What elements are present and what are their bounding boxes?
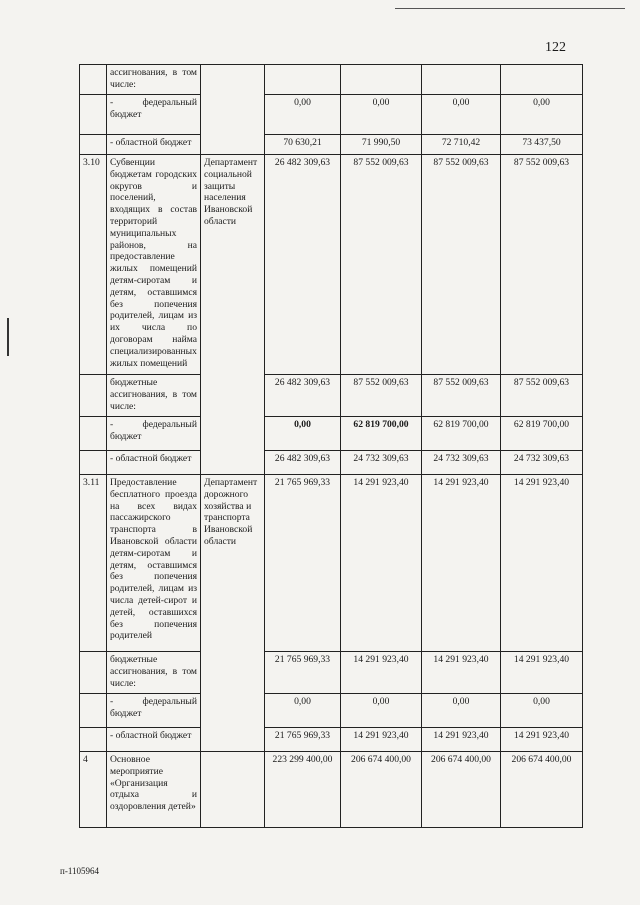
value-y3: 0,00 — [422, 95, 501, 135]
value-y3: 62 819 700,00 — [422, 417, 501, 451]
item-label: - областной бюджет — [107, 451, 201, 475]
num-cell — [80, 652, 107, 694]
value-y3: 14 291 923,40 — [422, 728, 501, 752]
num-cell — [80, 451, 107, 475]
item-label: - федеральный бюджет — [107, 417, 201, 451]
num-cell — [80, 694, 107, 728]
num-cell — [80, 728, 107, 752]
value-y3: 24 732 309,63 — [422, 451, 501, 475]
table-row — [80, 375, 583, 417]
num-cell — [80, 375, 107, 417]
value-y2: 14 291 923,40 — [341, 475, 422, 652]
value-y1: 26 482 309,63 — [265, 375, 341, 417]
value-y1: 21 765 969,33 — [265, 475, 341, 652]
value-y1: 70 630,21 — [265, 135, 341, 155]
value-y4: 0,00 — [501, 694, 583, 728]
num-cell — [80, 65, 107, 95]
value-y1: 223 299 400,00 — [265, 752, 341, 828]
item-label: ассигнования, в том числе: — [107, 65, 201, 95]
item-number: 3.11 — [80, 475, 107, 652]
value-y3: 87 552 009,63 — [422, 375, 501, 417]
executor-cell: Департамент дорожного хозяйства и транспорта Ивановской области — [201, 475, 265, 752]
value-y1: 26 482 309,63 — [265, 155, 341, 375]
value-y4: 14 291 923,40 — [501, 652, 583, 694]
value-y2: 0,00 — [341, 95, 422, 135]
value-y1: 0,00 — [265, 417, 341, 451]
table-row — [80, 65, 583, 95]
value-y2: 24 732 309,63 — [341, 451, 422, 475]
value-y2: 14 291 923,40 — [341, 652, 422, 694]
table-row — [80, 135, 583, 155]
value-y4: 62 819 700,00 — [501, 417, 583, 451]
value-y4: 14 291 923,40 — [501, 475, 583, 652]
num-cell — [80, 95, 107, 135]
table-row — [80, 652, 583, 694]
item-number: 3.10 — [80, 155, 107, 375]
value-y4: 24 732 309,63 — [501, 451, 583, 475]
table-row — [80, 728, 583, 752]
value-y2: 0,00 — [341, 694, 422, 728]
value-y3: 87 552 009,63 — [422, 155, 501, 375]
item-label: - федеральный бюджет — [107, 95, 201, 135]
value-y2: 87 552 009,63 — [341, 375, 422, 417]
value-y2: 14 291 923,40 — [341, 728, 422, 752]
value-y2: 87 552 009,63 — [341, 155, 422, 375]
table-row — [80, 417, 583, 451]
value-y3: 206 674 400,00 — [422, 752, 501, 828]
value-y4: 206 674 400,00 — [501, 752, 583, 828]
table-row — [80, 694, 583, 728]
table-row — [80, 752, 583, 828]
item-label: бюджетные ассигнования, в том числе: — [107, 652, 201, 694]
value-y1: 21 765 969,33 — [265, 728, 341, 752]
item-label: - федеральный бюджет — [107, 694, 201, 728]
item-label: бюджетные ассигнования, в том числе: — [107, 375, 201, 417]
value-y3: 14 291 923,40 — [422, 652, 501, 694]
value-y1: 26 482 309,63 — [265, 451, 341, 475]
value-y2: 62 819 700,00 — [341, 417, 422, 451]
item-label: Основное мероприятие «Организация отдыха и оздоровления детей» — [107, 752, 201, 828]
item-number: 4 — [80, 752, 107, 828]
page-number: 122 — [545, 40, 566, 55]
value-y1: 21 765 969,33 — [265, 652, 341, 694]
value-y4: 87 552 009,63 — [501, 155, 583, 375]
table-row — [80, 475, 583, 652]
executor-cell — [201, 65, 265, 155]
item-label: - областной бюджет — [107, 135, 201, 155]
num-cell — [80, 135, 107, 155]
executor-cell — [201, 752, 265, 828]
value-y3: 72 710,42 — [422, 135, 501, 155]
value-y4: 0,00 — [501, 95, 583, 135]
value-y4: 87 552 009,63 — [501, 375, 583, 417]
value-y3: 14 291 923,40 — [422, 475, 501, 652]
value-y3: 0,00 — [422, 694, 501, 728]
item-label: - областной бюджет — [107, 728, 201, 752]
value-y1: 0,00 — [265, 694, 341, 728]
value-y4: 73 437,50 — [501, 135, 583, 155]
item-label: Предоставление бесплатного проезда на всех видах пассажирского транспорта в Ивановской области детям-сиротам и детям, оставшимся без попечения родителей, лицам из числа детей-сирот и детей, оставшихся без попечения родителей — [107, 475, 201, 652]
margin-mark — [7, 318, 9, 356]
table-row — [80, 451, 583, 475]
item-label: Субвенции бюджетам городских округов и поселений, входящих в состав территорий муниципальных районов, на предоставление жилых помещений детям-сиротам и детям, оставшимся без попечения родителей, лицам из их числа по договорам найма специализированных жилых помещений — [107, 155, 201, 375]
budget-table — [79, 64, 583, 828]
value-y2: 206 674 400,00 — [341, 752, 422, 828]
num-cell — [80, 417, 107, 451]
footer-code: п-1105964 — [60, 866, 99, 876]
value-y2: 71 990,50 — [341, 135, 422, 155]
table-row — [80, 95, 583, 135]
value-y4: 14 291 923,40 — [501, 728, 583, 752]
table-row — [80, 155, 583, 375]
value-y1: 0,00 — [265, 95, 341, 135]
executor-cell: Департамент социальной защиты населения Ивановской области — [201, 155, 265, 475]
top-rule — [395, 8, 625, 9]
